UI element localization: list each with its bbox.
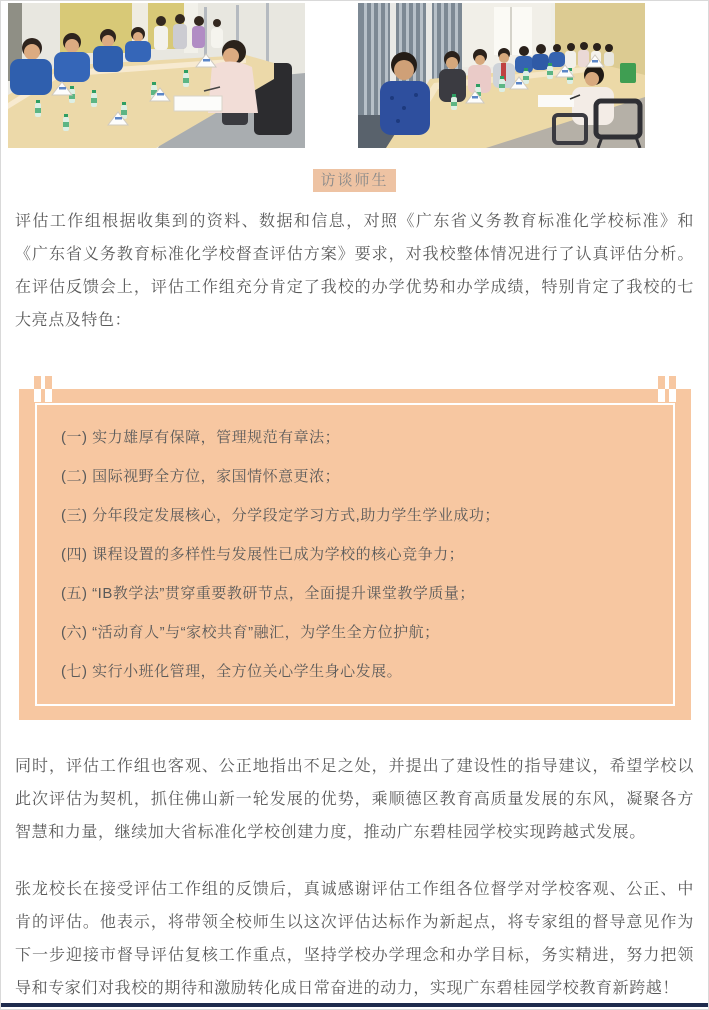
photo-caption: 访谈师生 bbox=[313, 169, 395, 192]
quote-bar bbox=[34, 376, 41, 402]
paragraph-2: 同时，评估工作组也客观、公正地指出不足之处，并提出了建设性的指导建议，希望学校以此次评估为契机，抓住佛山新一轮发展的优势，乘顺德区教育高质量发展的东风，凝聚各方智慧和力量，继续加大省标准化学校创建力度，推动广东碧桂园学校实现跨越式发展。 bbox=[15, 758, 694, 841]
quote-mark-left-icon bbox=[34, 376, 52, 402]
photo-row bbox=[8, 3, 645, 148]
paragraph-1: 评估工作组根据收集到的资料、数据和信息，对照《广东省义务教育标准化学校标准》和《广东省义务教育标准化学校督查评估方案》要求，对我校整体情况进行了认真评估分析。在评估反馈会上，评估工作组充分肯定了我校的办学优势和办学成绩，特别肯定了我校的七大亮点及特色： bbox=[15, 213, 694, 329]
highlight-item-4: (四) 课程设置的多样性与发展性已成为学校的核心竞争力； bbox=[61, 546, 465, 563]
highlights-inner-frame bbox=[35, 403, 675, 706]
bottom-divider bbox=[1, 1003, 708, 1007]
highlight-item-3: (三) 分年段定发展核心，分学段定学习方式,助力学生学业成功； bbox=[61, 507, 500, 524]
meeting-photo-left bbox=[8, 3, 305, 148]
document-stack bbox=[174, 96, 222, 111]
quote-mark-right-icon bbox=[658, 376, 676, 402]
green-bin bbox=[620, 63, 636, 83]
highlight-item-7: (七) 实行小班化管理，全方位关心学生身心发展。 bbox=[61, 663, 403, 680]
quote-bar bbox=[669, 376, 676, 402]
highlight-item-6: (六) “活动育人”与“家校共育”融汇，为学生全方位护航； bbox=[61, 624, 440, 641]
paragraph-3: 张龙校长在接受评估工作组的反馈后，真诚感谢评估工作组各位督学对学校客观、公正、中肯的评估。他表示，将带领全校师生以这次评估达标作为新起点，将专家组的督导意见作为下一步迎接市督导评估复核工作重点，坚持学校办学理念和办学目标，务实精进，努力把领导和专家们对我校的期待和激励转化成日常奋进的动力，实现广东碧桂园学校教育新跨越！ bbox=[15, 881, 694, 997]
quote-bar bbox=[658, 376, 665, 402]
highlight-item-1: (一) 实力雄厚有保障，管理规范有章法； bbox=[61, 429, 341, 446]
highlights-box bbox=[19, 389, 691, 720]
quote-bar bbox=[45, 376, 52, 402]
highlight-item-2: (二) 国际视野全方位，家国情怀意更浓； bbox=[61, 468, 341, 485]
meeting-photo-right bbox=[358, 3, 645, 148]
highlight-item-5: (五) “IB教学法”贯穿重要教研节点，全面提升课堂教学质量； bbox=[61, 585, 475, 602]
caption-row bbox=[1, 169, 708, 192]
